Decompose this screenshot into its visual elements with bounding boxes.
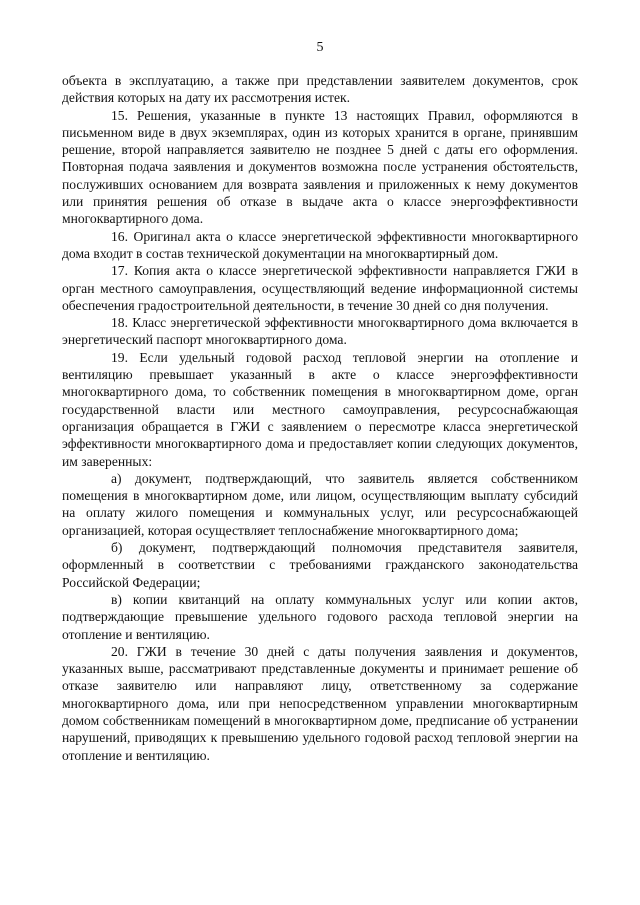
paragraph-19: 19. Если удельный годовой расход тепловой энергии на отопление и вентиляцию превышает указанный в акте о классе энергоэффективности многоквартирного дома, то собственник помещения в многоквартирном доме, орган государственной власти или местного самоуправления, ресурсоснабжающая организация обращается в ГЖИ с заявлением о пересмотре класса энергетической эффективности многоквартирного дома и предоставляет копии следующих документов, им заверенных: [62,349,578,469]
paragraph-16: 16. Оригинал акта о классе энергетической эффективности многоквартирного дома входит в состав технической документации на многоквартирный дом. [62,228,578,261]
paragraph-19-b: б) документ, подтверждающий полномочия представителя заявителя, оформленный в соответствии с требованиями гражданского законодательства Российской Федерации; [62,540,578,590]
paragraph-17: 17. Копия акта о классе энергетической эффективности направляется ГЖИ в орган местного самоуправления, осуществляющий ведение информационной системы обеспечения градостроительной деятельности, в течение 30 дней со дня получения. [62,263,578,313]
document-body [62,72,578,764]
paragraph-20: 20. ГЖИ в течение 30 дней с даты получения заявления и документов, указанных выше, рассматривают представленные документы и принимает решение об отказе заявителю или направляют лицу, ответственному за содержание многоквартирного дома, или при непосредственном управлении многоквартирным домом собственникам помещений в многоквартирном доме, предписание об устранении нарушений, приводящих к превышению удельного годовой расход тепловой энергии на отопление и вентиляцию. [62,643,578,763]
paragraph-15: 15. Решения, указанные в пункте 13 настоящих Правил, оформляются в письменном виде в двух экземплярах, один из которых хранится в органе, принявшим решение, второй направляется заявителю не позднее 5 дней с даты его оформления. Повторная подача заявления и документов возможна после устранения обстоятельств, послуживших основанием для возврата заявления и приложенных к нему документов или принятия решения об отказе в выдаче акта о классе энергоэффективности многоквартирного дома. [62,107,578,227]
paragraph-continuation: объекта в эксплуатацию, а также при представлении заявителем документов, срок действия которых на дату их рассмотрения истек. [62,73,578,106]
paragraph-18: 18. Класс энергетической эффективности многоквартирного дома включается в энергетический паспорт многоквартирного дома. [62,315,578,348]
page-number: 5 [316,40,324,55]
paragraph-19-a: а) документ, подтверждающий, что заявитель является собственником помещения в многоквартирном доме, или лицом, осуществляющим выплату субсидий на оплату жилого помещения и коммунальных услуг, или ресурсоснабжающей организацией, которая осуществляет теплоснабжение многоквартирного дома; [62,470,578,538]
paragraph-19-c: в) копии квитанций на оплату коммунальных услуг или копии актов, подтверждающие превышение удельного годового расхода тепловой энергии на отопление и вентиляцию. [62,591,578,642]
